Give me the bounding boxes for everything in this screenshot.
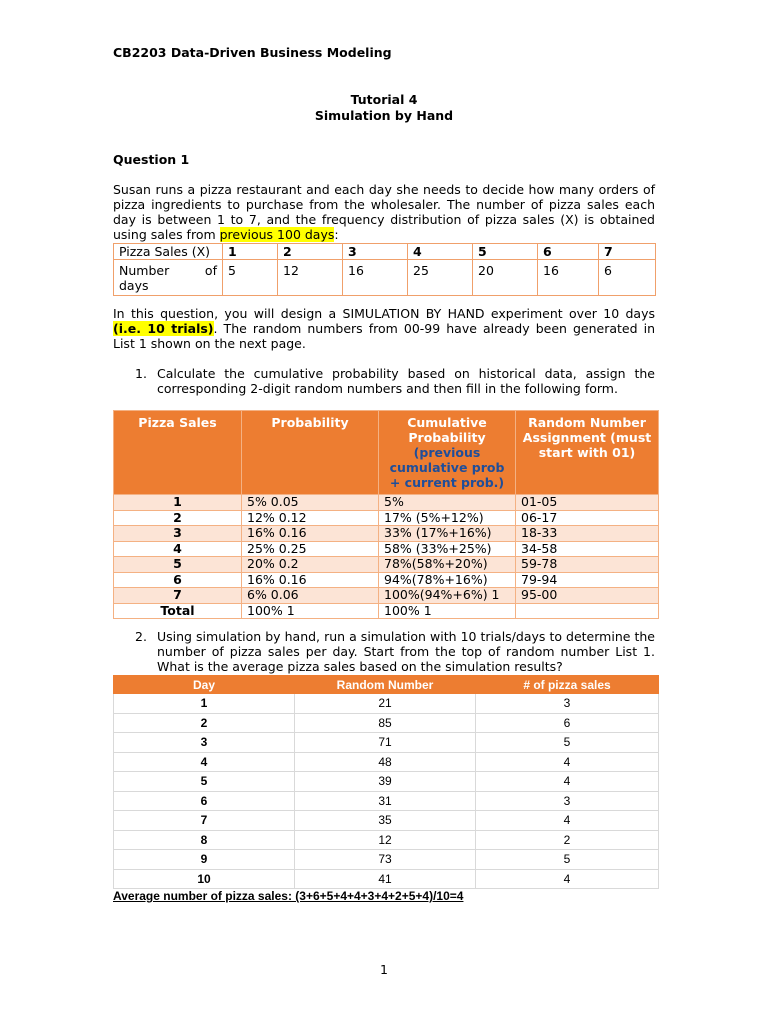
day-value: 9 <box>114 850 295 870</box>
list-item-1 <box>135 366 655 396</box>
random-range: 06-17 <box>516 510 659 526</box>
header-cumulative <box>379 411 516 495</box>
sales-cell: 2 <box>278 244 343 260</box>
list-item-2 <box>135 629 655 674</box>
days-cell: 16 <box>538 260 599 296</box>
sales-cell: 6 <box>538 244 599 260</box>
sales-result: 3 <box>476 694 659 714</box>
random-value: 35 <box>295 811 476 831</box>
probability-value: 6% 0.06 <box>242 588 379 604</box>
header-day: Day <box>114 676 295 694</box>
simulation-row <box>114 791 659 811</box>
days-cell: 12 <box>278 260 343 296</box>
header-random-number: Random Number <box>295 676 476 694</box>
probability-row <box>114 495 659 511</box>
day-value: 4 <box>114 752 295 772</box>
random-range: 34-58 <box>516 541 659 557</box>
probability-header-row <box>114 411 659 495</box>
cumulative-value: 5% <box>379 495 516 511</box>
simulation-highlight: (i.e. 10 trials) <box>113 321 214 336</box>
document-header: CB2203 Data-Driven Business Modeling <box>113 45 392 60</box>
sales-value: 4 <box>114 541 242 557</box>
probability-value: 100% 1 <box>242 603 379 619</box>
random-range: 79-94 <box>516 572 659 588</box>
frequency-row-sales <box>114 244 656 260</box>
simulation-table <box>113 675 659 889</box>
cumulative-value: 94%(78%+16%) <box>379 572 516 588</box>
frequency-row-label: Pizza Sales (X) <box>114 244 223 260</box>
probability-value: 16% 0.16 <box>242 572 379 588</box>
random-value: 21 <box>295 694 476 714</box>
cumulative-value: 78%(58%+20%) <box>379 557 516 573</box>
cumulative-value: 17% (5%+12%) <box>379 510 516 526</box>
sales-value: Total <box>114 603 242 619</box>
day-value: 7 <box>114 811 295 831</box>
sales-result: 5 <box>476 733 659 753</box>
random-value: 48 <box>295 752 476 772</box>
days-cell: 5 <box>223 260 278 296</box>
random-range: 95-00 <box>516 588 659 604</box>
probability-value: 25% 0.25 <box>242 541 379 557</box>
days-cell: 20 <box>473 260 538 296</box>
sales-result: 4 <box>476 772 659 792</box>
day-value: 3 <box>114 733 295 753</box>
probability-value: 16% 0.16 <box>242 526 379 542</box>
header-cumulative-title: Cumulative Probability <box>407 415 487 445</box>
question-heading: Question 1 <box>113 152 190 167</box>
random-value: 39 <box>295 772 476 792</box>
days-cell: 6 <box>599 260 656 296</box>
random-value: 71 <box>295 733 476 753</box>
list-number: 2. <box>135 629 147 644</box>
probability-row <box>114 510 659 526</box>
day-value: 10 <box>114 869 295 889</box>
page-number: 1 <box>380 962 388 977</box>
intro-text: Susan runs a pizza restaurant and each day she needs to decide how many orders of pizza ingredients to purchase from the wholesaler. The number of pizza sales each day is between 1 to 7, and the frequency distribution of pizza sales (X) is obtained using sales from <box>113 182 655 242</box>
probability-value: 5% 0.05 <box>242 495 379 511</box>
day-value: 2 <box>114 713 295 733</box>
simulation-row <box>114 733 659 753</box>
header-pizza-sales-count: # of pizza sales <box>476 676 659 694</box>
simulation-paragraph <box>113 306 655 351</box>
random-value: 31 <box>295 791 476 811</box>
simulation-row <box>114 694 659 714</box>
list-item-text: Calculate the cumulative probability based on historical data, assign the corresponding 2-digit random numbers and then fill in the following form. <box>157 366 655 396</box>
sales-result: 4 <box>476 811 659 831</box>
simulation-row <box>114 713 659 733</box>
simulation-row <box>114 811 659 831</box>
sales-result: 5 <box>476 850 659 870</box>
sales-value: 6 <box>114 572 242 588</box>
header-probability: Probability <box>242 411 379 495</box>
cumulative-value: 100% 1 <box>379 603 516 619</box>
probability-row <box>114 588 659 604</box>
frequency-table <box>113 243 656 296</box>
average-result: Average number of pizza sales: (3+6+5+4+4+3+4+2+5+4)/10=4 <box>113 889 464 903</box>
random-value: 85 <box>295 713 476 733</box>
sales-result: 4 <box>476 869 659 889</box>
sales-value: 5 <box>114 557 242 573</box>
simulation-row <box>114 752 659 772</box>
sales-cell: 1 <box>223 244 278 260</box>
sales-cell: 5 <box>473 244 538 260</box>
header-pizza-sales: Pizza Sales <box>114 411 242 495</box>
cumulative-value: 100%(94%+6%) 1 <box>379 588 516 604</box>
probability-total-row <box>114 603 659 619</box>
probability-row <box>114 572 659 588</box>
intro-text-end: : <box>334 227 339 242</box>
sales-result: 6 <box>476 713 659 733</box>
simulation-header-row <box>114 676 659 694</box>
list-number: 1. <box>135 366 147 381</box>
day-value: 6 <box>114 791 295 811</box>
probability-row <box>114 557 659 573</box>
sales-cell: 7 <box>599 244 656 260</box>
cumulative-value: 33% (17%+16%) <box>379 526 516 542</box>
simulation-row <box>114 772 659 792</box>
day-value: 5 <box>114 772 295 792</box>
sales-value: 3 <box>114 526 242 542</box>
sales-result: 2 <box>476 830 659 850</box>
random-range: 18-33 <box>516 526 659 542</box>
frequency-row-days <box>114 260 656 296</box>
list-item-text: Using simulation by hand, run a simulation with 10 trials/days to determine the number of pizza sales per day. Start from the top of random number List 1. What is the average pizza sales based on the simulation results? <box>157 629 655 674</box>
random-value: 73 <box>295 850 476 870</box>
sales-value: 2 <box>114 510 242 526</box>
probability-row <box>114 541 659 557</box>
random-range: 59-78 <box>516 557 659 573</box>
random-value: 12 <box>295 830 476 850</box>
sales-cell: 4 <box>408 244 473 260</box>
random-value: 41 <box>295 869 476 889</box>
probability-table <box>113 410 659 619</box>
sales-result: 3 <box>476 791 659 811</box>
simulation-row <box>114 850 659 870</box>
header-cumulative-note: (previous cumulative prob + current prob.) <box>389 445 505 490</box>
header-random-assignment: Random Number Assignment (must start with 01) <box>516 411 659 495</box>
sales-value: 7 <box>114 588 242 604</box>
simulation-text: In this question, you will design a SIMULATION BY HAND experiment over 10 days <box>113 306 655 321</box>
probability-value: 12% 0.12 <box>242 510 379 526</box>
intro-highlight: previous 100 days <box>219 227 335 242</box>
simulation-text-end: . The random numbers from 00-99 have already been generated in List 1 shown on the next page. <box>113 321 655 351</box>
random-range <box>516 603 659 619</box>
page-title <box>0 92 768 124</box>
simulation-row <box>114 869 659 889</box>
cumulative-value: 58% (33%+25%) <box>379 541 516 557</box>
probability-value: 20% 0.2 <box>242 557 379 573</box>
days-cell: 25 <box>408 260 473 296</box>
sales-value: 1 <box>114 495 242 511</box>
random-range: 01-05 <box>516 495 659 511</box>
probability-row <box>114 526 659 542</box>
simulation-row <box>114 830 659 850</box>
frequency-row-label: Number of days <box>114 260 223 296</box>
sales-result: 4 <box>476 752 659 772</box>
intro-paragraph <box>113 182 655 242</box>
day-value: 1 <box>114 694 295 714</box>
day-value: 8 <box>114 830 295 850</box>
title-line-2: Simulation by Hand <box>314 108 454 123</box>
sales-cell: 3 <box>343 244 408 260</box>
title-line-1: Tutorial 4 <box>350 92 418 107</box>
days-cell: 16 <box>343 260 408 296</box>
